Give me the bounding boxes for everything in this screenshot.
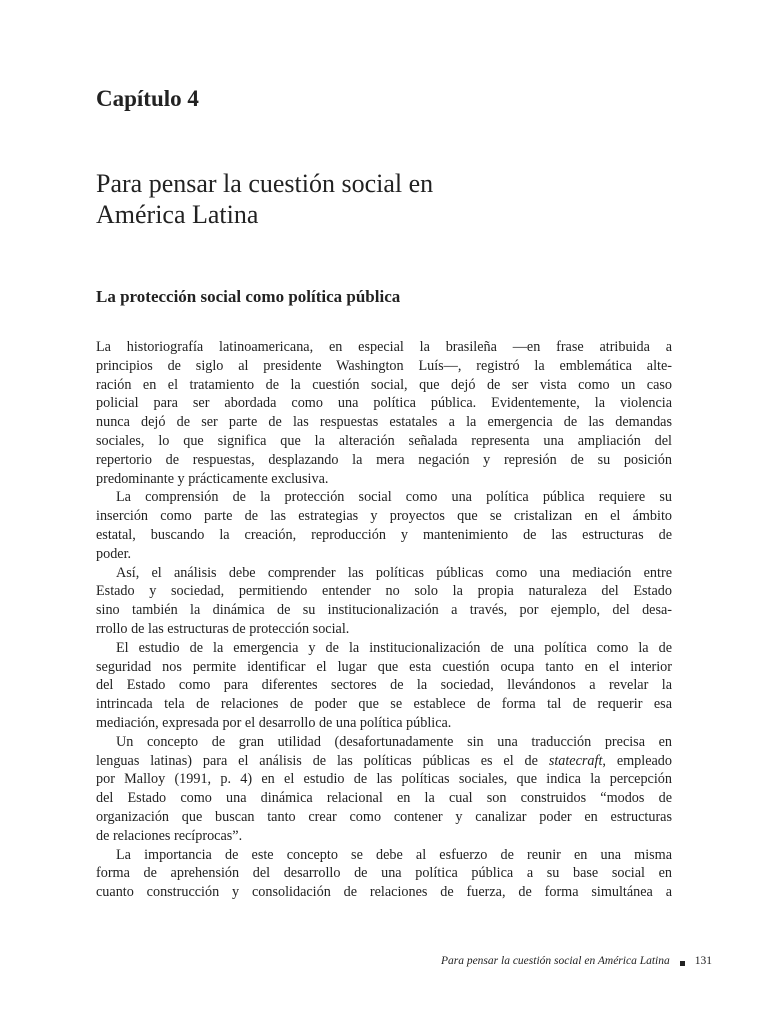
text-line: repertorio de respuestas, desplazando la mera negación y represión de su posición — [96, 451, 672, 468]
text-line: nunca dejó de ser parte de las respuestas estatales a la emergencia de las demandas — [96, 414, 672, 431]
text-line: La comprensión de la protección social como una política pública requiere su — [116, 489, 672, 506]
text-line: cuanto construcción y consolidación de relaciones de fuerza, de forma simultánea a — [96, 884, 672, 901]
text-line: poder. — [96, 545, 132, 562]
chapter-title-line: Para pensar la cuestión social en — [96, 169, 434, 198]
text-line: mediación, expresada por el desarrollo de una política pública. — [96, 714, 452, 731]
text-line: del Estado como para diferentes sectores de la sociedad, llevándonos a revelar la — [96, 677, 672, 694]
section-heading: La protección social como política pública — [96, 287, 401, 306]
text-line: del Estado como una dinámica relacional en la cual son construidos “modos de — [96, 790, 672, 807]
text-line: La historiografía latinoamericana, en especial la brasileña —en frase atribuida a — [96, 339, 672, 355]
text-fragment: , empleado — [602, 752, 672, 769]
text-line: de relaciones recíprocas”. — [96, 827, 243, 844]
page-footer — [441, 953, 712, 969]
paragraph — [96, 733, 672, 846]
text-line: intrincada tela de relaciones de poder que se establece de forma tal de requerir esa — [96, 696, 672, 713]
text-line: rrollo de las estructuras de protección social. — [96, 620, 350, 637]
page-number: 131 — [694, 955, 712, 967]
text-line: predominante y prácticamente exclusiva. — [96, 470, 329, 487]
square-bullet-icon — [680, 961, 685, 966]
text-line: Así, el análisis debe comprender las políticas públicas como una mediación entre — [116, 564, 672, 581]
italic-term: statecraft — [548, 752, 603, 769]
text-line: organización que buscan tanto crear como contener y canalizar poder en estructuras — [96, 808, 672, 825]
paragraph — [96, 338, 672, 488]
text-line: El estudio de la emergencia y de la institucionalización de una política como la de — [116, 639, 672, 656]
text-line: policial para ser abordada como una política pública. Evidentemente, la violencia — [96, 395, 672, 412]
chapter-title-line: América Latina — [96, 200, 259, 229]
chapter-title — [96, 168, 656, 230]
text-fragment: lenguas latinas) para el análisis de las políticas públicas es el de — [96, 752, 549, 769]
chapter-label: Capítulo 4 — [96, 86, 199, 111]
text-line: principios de siglo al presidente Washington Luís—, registró la emblemática alte- — [96, 357, 672, 374]
text-line: por Malloy (1991, p. 4) en el estudio de las políticas sociales, que indica la percepción — [96, 771, 672, 788]
paragraph — [96, 564, 672, 639]
text-line: sino también la dinámica de su institucionalización a través, por ejemplo, del desa- — [96, 602, 672, 619]
text-line: Estado y sociedad, permitiendo entender no solo la propia naturaleza del Estado — [96, 583, 672, 600]
text-line — [96, 752, 672, 771]
running-title: Para pensar la cuestión social en América Latina — [440, 955, 670, 967]
paragraph — [96, 488, 672, 563]
text-line: ración en el tratamiento de la cuestión social, que dejó de ser vista como un caso — [96, 376, 672, 393]
text-line: forma de aprehensión del desarrollo de una política pública a su base social en — [96, 865, 672, 882]
body-text — [96, 338, 672, 902]
text-line: sociales, lo que significa que la alteración señalada representa una ampliación del — [96, 432, 672, 449]
text-line: Un concepto de gran utilidad (desafortunadamente sin una traducción precisa en — [116, 733, 672, 750]
text-line: seguridad nos permite identificar el lugar que esta cuestión ocupa tanto en el interior — [96, 658, 672, 675]
paragraph — [96, 639, 672, 733]
text-line: inserción como parte de las estrategias y proyectos que se cristalizan en el ámbito — [96, 508, 672, 525]
text-line: estatal, buscando la creación, reproducción y mantenimiento de las estructuras de — [96, 526, 672, 543]
text-line: La importancia de este concepto se debe al esfuerzo de reunir en una misma — [116, 846, 672, 863]
paragraph — [96, 846, 672, 902]
